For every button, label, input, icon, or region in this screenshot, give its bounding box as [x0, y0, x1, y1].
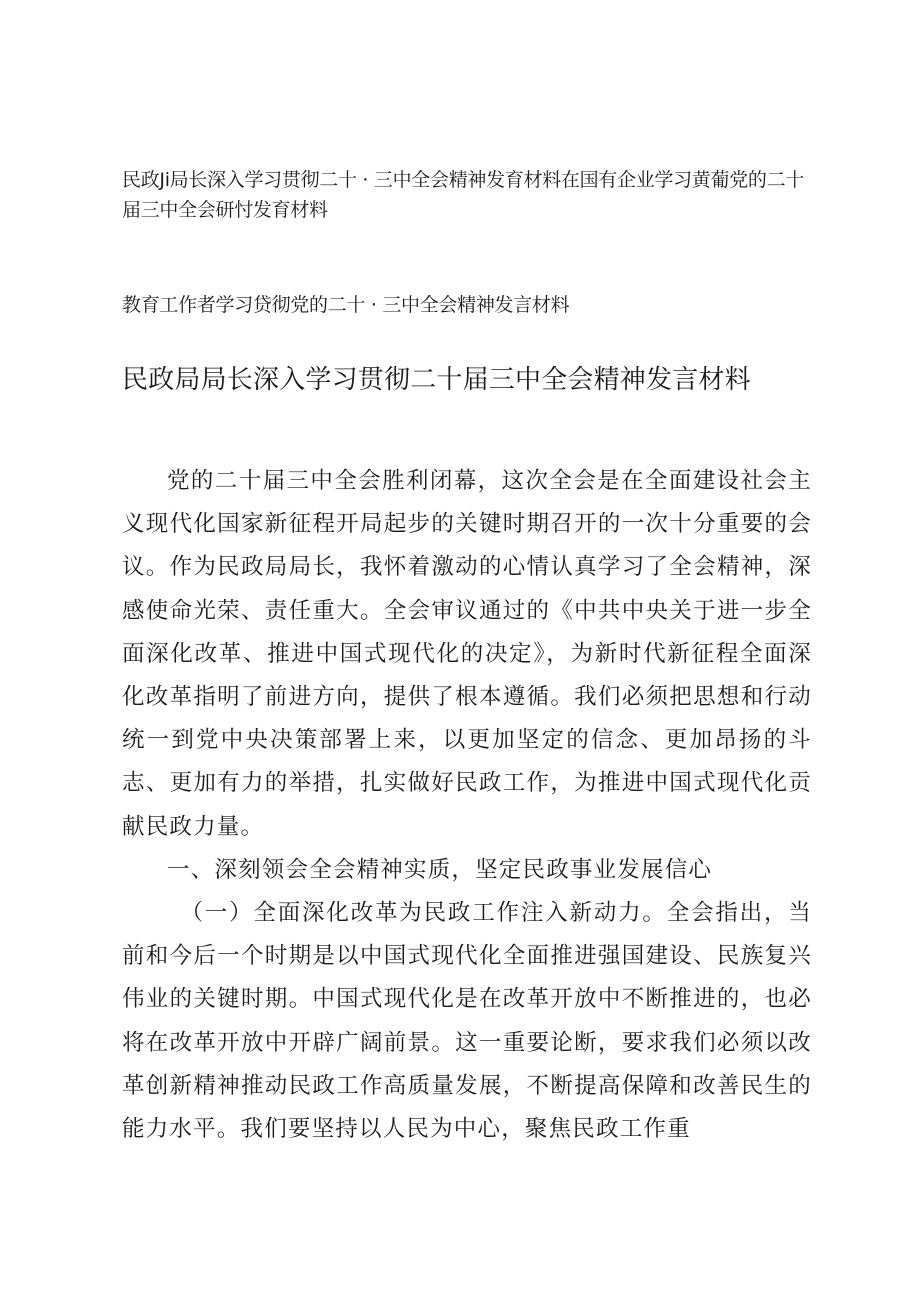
collection-title-1: 民政Ji局长深入学习贯彻二十 · 三中全会精神发育材料在国有企业学习黄葡党的二十届三中全会研忖发育材料 [122, 169, 805, 221]
document-body [122, 460, 812, 1151]
paragraph-intro: 党的二十届三中全会胜利闭幕，这次全会是在全面建设社会主义现代化国家新征程开局起步的关键时期召开的一次十分重要的会议。作为民政局局长，我怀着激动的心情认真学习了全会精神，深感使命光荣、责任重大。全会审议通过的《中共中央关于进一步全面深化改革、推进中国式现代化的决定》，为新时代新征程全面深化改革指明了前进方向，提供了根本遵循。我们必须把思想和行动统一到党中央决策部署上来，以更加坚定的信念、更加昂扬的斗志、更加有力的举措，扎实做好民政工作，为推进中国式现代化贡献民政力量。 [122, 468, 812, 840]
document-title: 民政局局长深入学习贯彻二十届三中全会精神发言材料 [122, 365, 751, 395]
section-heading: 一、深刻领会全会精神实质，坚定民政事业发展信心 [167, 856, 713, 883]
collection-title-2: 教育工作者学习贷彻党的二十 · 三中全会精神发言材料 [122, 294, 570, 316]
paragraph-subsection: （一）全面深化改革为民政工作注入新动力。全会指出，当前和今后一个时期是以中国式现代化全面推进强国建设、民族复兴伟业的关键时期。中国式现代化是在改革开放中不断推进的，也必将在改革开放中开辟广阔前景。这一重要论断，要求我们必须以改革创新精神推动民政工作高质量发展，不断提高保障和改善民生的能力水平。我们要坚持以人民为中心，聚焦民政工作重 [122, 900, 812, 1143]
